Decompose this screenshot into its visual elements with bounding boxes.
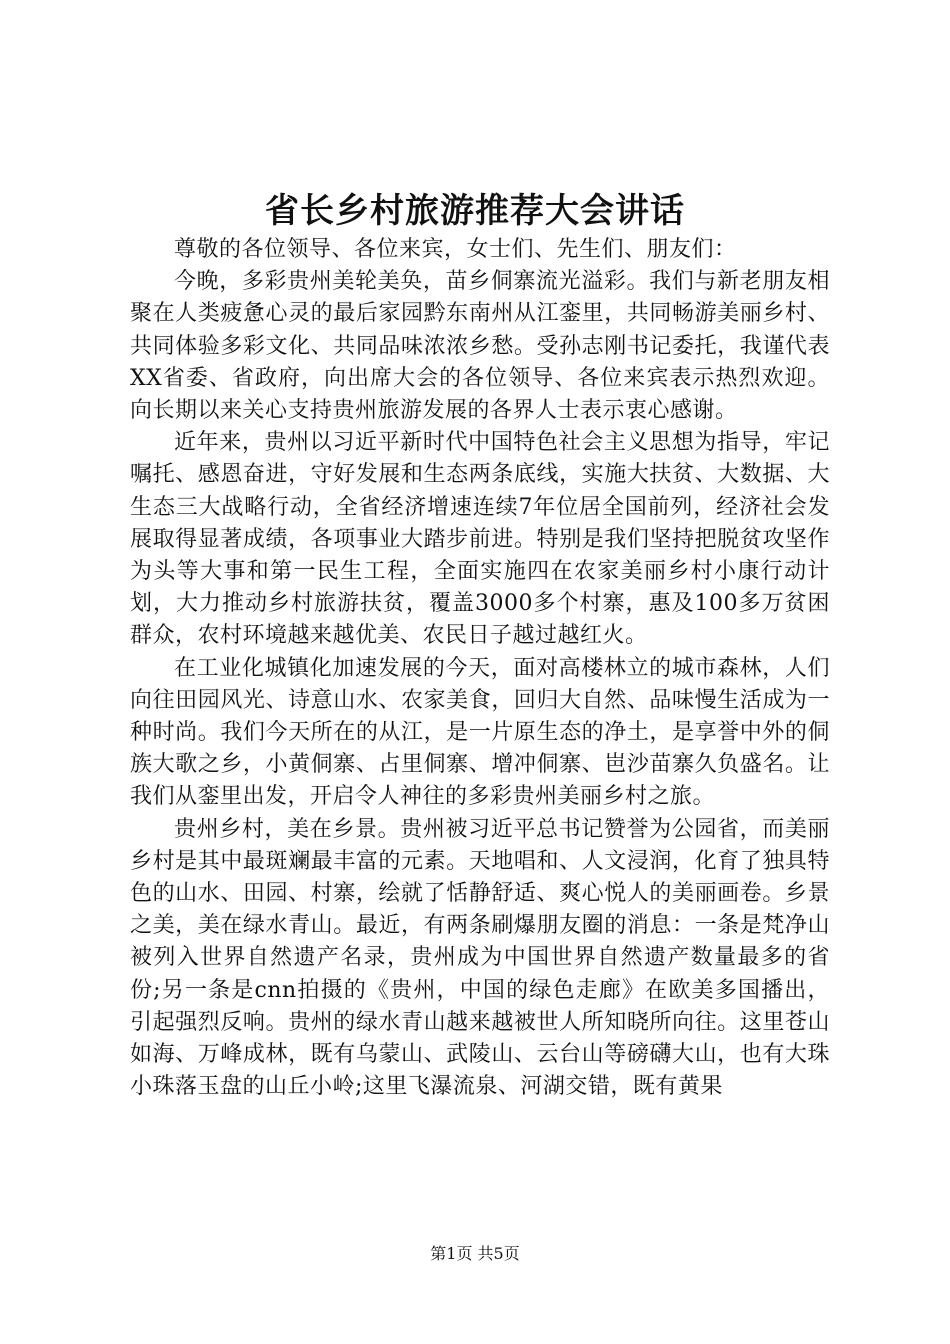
- document-body: [130, 234, 830, 1103]
- document-title: 省长乡村旅游推荐大会讲话: [265, 191, 685, 231]
- paragraph-achievements: 近年来，贵州以习近平新时代中国特色社会主义思想为指导，牢记嘱托、感恩奋进，守好发展和生态两条底线，实施大扶贫、大数据、大生态三大战略行动，全省经济增速连续7年位居全国前列，经济社会发展取得显著成绩，各项事业大踏步前进。特别是我们坚持把脱贫攻坚作为头等大事和第一民生工程，全面实施四在农家美丽乡村小康行动计划，大力推动乡村旅游扶贫，覆盖3000多个村寨，惠及100多万贫困群众，农村环境越来越优美、农民日子越过越红火。: [130, 430, 830, 649]
- paragraph-salutation: 尊敬的各位领导、各位来宾，女士们、先生们、朋友们：: [174, 237, 737, 262]
- paragraph-rural-trend: 在工业化城镇化加速发展的今天，面对高楼林立的城市森林，人们向往田园风光、诗意山水、农家美食，回归大自然、品味慢生活成为一种时尚。我们今天所在的从江，是一片原生态的净土，是享誉中外的侗族大歌之乡，小黄侗寨、占里侗寨、增冲侗寨、岜沙苗寨久负盛名。让我们从銮里出发，开启令人神往的多彩贵州美丽乡村之旅。: [130, 655, 830, 810]
- page-footer: 第1页 共5页: [430, 1244, 520, 1263]
- paragraph-welcome: 今晚，多彩贵州美轮美奂，苗乡侗寨流光溢彩。我们与新老朋友相聚在人类疲惫心灵的最后家园黔东南州从江銮里，共同畅游美丽乡村、共同体验多彩文化、共同品味浓浓乡愁。受孙志刚书记委托，我谨代表XX省委、省政府，向出席大会的各位领导、各位来宾表示热烈欢迎。向长期以来关心支持贵州旅游发展的各界人士表示衷心感谢。: [130, 269, 830, 424]
- paragraph-rural-scenery: 贵州乡村，美在乡景。贵州被习近平总书记赞誉为公园省，而美丽乡村是其中最斑斓最丰富的元素。天地唱和、人文浸润，化育了独具特色的山水、田园、村寨，绘就了恬静舒适、爽心悦人的美丽画卷。乡景之美，美在绿水青山。最近，有两条刷爆朋友圈的消息：一条是梵净山被列入世界自然遗产名录，贵州成为中国世界自然遗产数量最多的省份;另一条是cnn拍摄的《贵州，中国的绿色走廊》在欧美多国播出，引起强烈反响。贵州的绿水青山越来越被世人所知晓所向往。这里苍山如海、万峰成林，既有乌蒙山、武陵山、云台山等磅礴大山，也有大珠小珠落玉盘的山丘小岭;这里飞瀑流泉、河湖交错，既有黄果: [130, 816, 830, 1100]
